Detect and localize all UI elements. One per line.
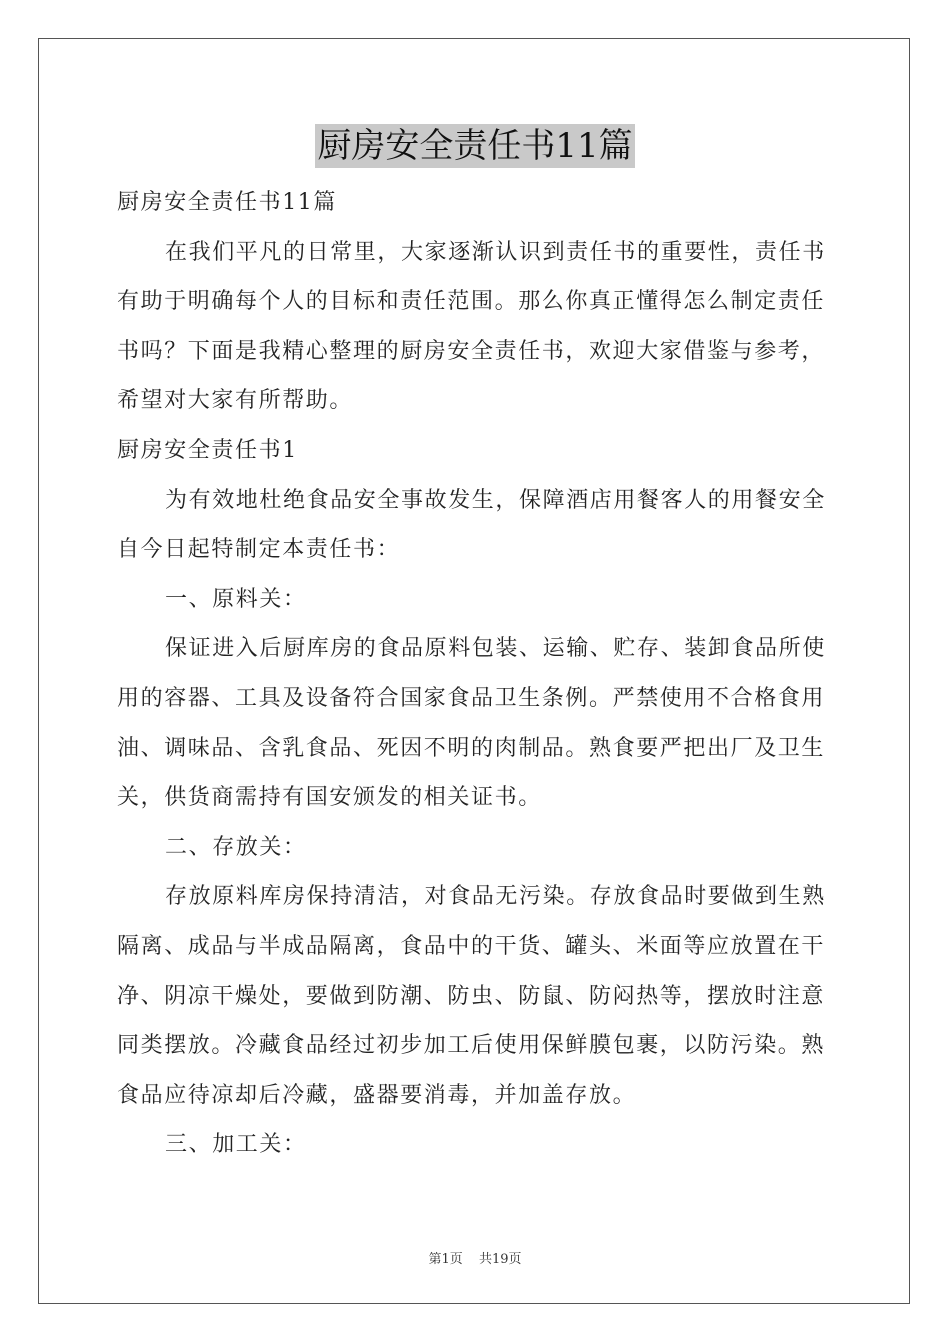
text-line: 隔离、成品与半成品隔离，食品中的干货、罐头、米面等应放置在干 [117, 933, 826, 959]
text-line: 用的容器、工具及设备符合国家食品卫生条例。严禁使用不合格食用 [117, 685, 826, 711]
title-container [0, 124, 950, 168]
text-line: 同类摆放。冷藏食品经过初步加工后使用保鲜膜包裹，以防污染。熟 [117, 1033, 826, 1059]
document-body [117, 178, 833, 1170]
text-line: 书吗？下面是我精心整理的厨房安全责任书，欢迎大家借鉴与参考， [117, 338, 826, 364]
text-line: 二、存放关： [165, 834, 307, 860]
text-line: 存放原料库房保持清洁，对食品无污染。存放食品时要做到生熟 [165, 884, 826, 910]
text-line: 一、原料关： [165, 586, 307, 612]
text-line: 有助于明确每个人的目标和责任范围。那么你真正懂得怎么制定责任 [117, 289, 826, 315]
text-line: 三、加工关： [165, 1132, 307, 1158]
text-line: 希望对大家有所帮助。 [117, 388, 354, 414]
page-total: 共19页 [478, 1252, 522, 1267]
text-line: 为有效地杜绝食品安全事故发生，保障酒店用餐客人的用餐安全 [165, 487, 826, 513]
text-line: 净、阴凉干燥处，要做到防潮、防虫、防鼠、防闷热等，摆放时注意 [117, 983, 826, 1009]
text-line: 油、调味品、含乳食品、死因不明的肉制品。熟食要严把出厂及卫生 [117, 735, 826, 761]
text-line: 保证进入后厨库房的食品原料包装、运输、贮存、装卸食品所使 [165, 636, 826, 662]
text-line: 厨房安全责任书1 [117, 437, 298, 463]
page-number: 第1页 [428, 1252, 463, 1267]
document-title: 厨房安全责任书11篇 [317, 126, 633, 166]
page-footer [0, 1248, 950, 1267]
text-line: 食品应待凉却后冷藏，盛器要消毒，并加盖存放。 [117, 1082, 637, 1108]
text-line: 在我们平凡的日常里，大家逐渐认识到责任书的重要性，责任书 [165, 239, 826, 265]
text-line: 厨房安全责任书11篇 [117, 190, 337, 215]
text-line: 自今日起特制定本责任书： [117, 537, 401, 563]
text-line: 关，供货商需持有国安颁发的相关证书。 [117, 785, 542, 811]
